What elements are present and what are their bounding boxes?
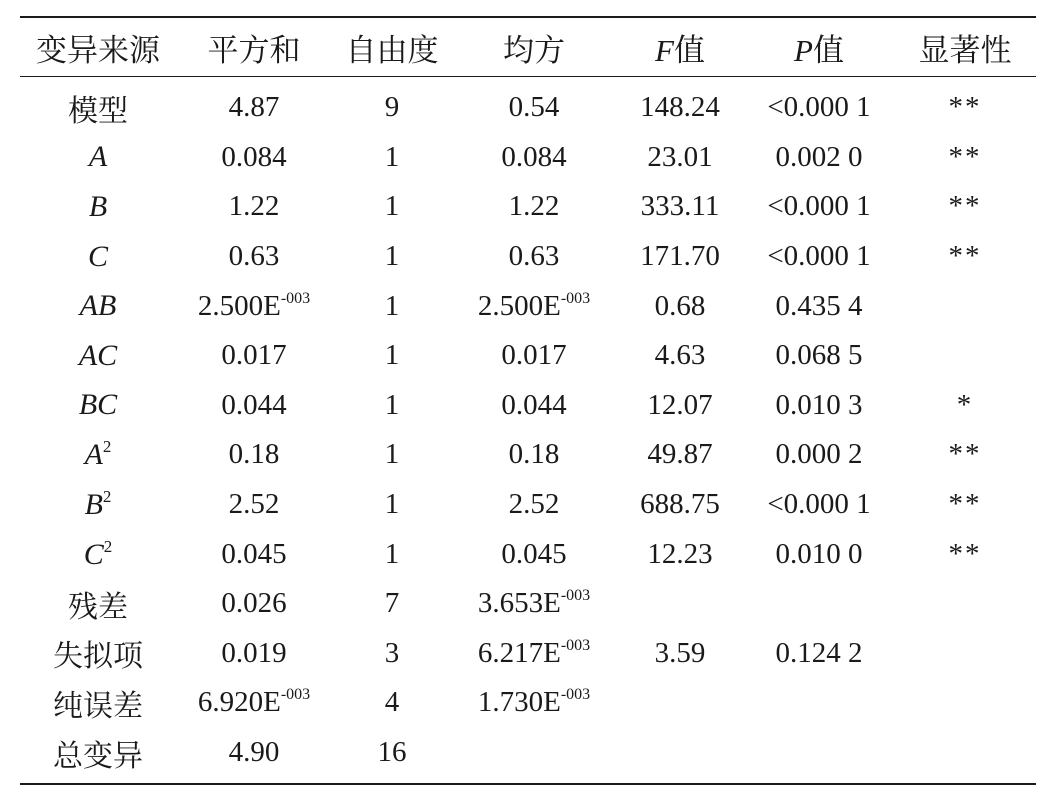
cell-sum-of-squares bbox=[176, 281, 332, 331]
header-df bbox=[332, 17, 452, 77]
cell-significance bbox=[894, 480, 1036, 530]
cell-mean-square bbox=[452, 480, 616, 530]
cell-mean-square-exponent: -003 bbox=[560, 587, 591, 605]
cell-significance bbox=[894, 579, 1036, 629]
cell-sum-of-squares bbox=[176, 629, 332, 679]
cell-mean-square-value: 2.500E bbox=[477, 289, 561, 322]
cell-df-value: 1 bbox=[384, 488, 400, 521]
header-mean-square bbox=[452, 17, 616, 77]
table-body bbox=[20, 77, 1036, 785]
cell-mean-square bbox=[452, 331, 616, 381]
source-label: 总变异 bbox=[53, 739, 143, 773]
cell-mean-square-exponent: -003 bbox=[560, 289, 591, 307]
cell-f-value bbox=[616, 430, 744, 480]
cell-f-value-value: 148.24 bbox=[640, 91, 720, 124]
cell-f-value bbox=[616, 133, 744, 183]
cell-sum-of-squares-value: 2.500E bbox=[197, 289, 281, 322]
cell-mean-square bbox=[452, 529, 616, 579]
table-row bbox=[20, 182, 1036, 232]
cell-mean-square-exponent: -003 bbox=[560, 636, 591, 654]
cell-df bbox=[332, 281, 452, 331]
cell-sum-of-squares bbox=[176, 480, 332, 530]
table-row bbox=[20, 77, 1036, 133]
cell-mean-square-value: 0.045 bbox=[501, 537, 567, 570]
cell-mean-square bbox=[452, 182, 616, 232]
cell-p-value bbox=[744, 331, 894, 381]
cell-df-value: 1 bbox=[384, 240, 400, 273]
cell-sum-of-squares-value: 4.87 bbox=[228, 91, 280, 124]
cell-df-value: 1 bbox=[384, 438, 400, 471]
cell-source bbox=[20, 281, 176, 331]
table-row bbox=[20, 133, 1036, 183]
cell-df-value: 1 bbox=[384, 140, 400, 173]
cell-f-value-value: 4.63 bbox=[654, 339, 706, 372]
cell-sum-of-squares-value: 0.18 bbox=[228, 438, 280, 471]
source-label: 纯误差 bbox=[53, 689, 143, 723]
cell-f-value-value: 171.70 bbox=[640, 240, 720, 273]
cell-p-value-value: 0.002 0 bbox=[775, 140, 863, 173]
table-row bbox=[20, 678, 1036, 728]
cell-p-value-value: 0.435 4 bbox=[775, 289, 863, 322]
table-row bbox=[20, 579, 1036, 629]
source-label: BC bbox=[78, 388, 118, 422]
cell-sum-of-squares-value: 0.084 bbox=[221, 140, 287, 173]
header-label: 值 bbox=[673, 32, 705, 68]
cell-f-value-value: 23.01 bbox=[647, 140, 713, 173]
cell-significance bbox=[894, 381, 1036, 431]
cell-significance-value: ** bbox=[948, 537, 982, 570]
cell-mean-square-value: 0.044 bbox=[501, 388, 567, 421]
cell-f-value bbox=[616, 182, 744, 232]
cell-p-value-value: 0.124 2 bbox=[775, 636, 863, 669]
cell-significance bbox=[894, 728, 1036, 785]
cell-df bbox=[332, 579, 452, 629]
table-row bbox=[20, 728, 1036, 785]
source-label: C bbox=[83, 537, 104, 571]
cell-significance bbox=[894, 629, 1036, 679]
table-row bbox=[20, 430, 1036, 480]
cell-significance bbox=[894, 281, 1036, 331]
header-variable: P bbox=[794, 32, 813, 68]
cell-p-value-value: <0.000 1 bbox=[767, 240, 871, 273]
source-label: A bbox=[84, 438, 103, 472]
cell-significance bbox=[894, 133, 1036, 183]
cell-sum-of-squares bbox=[176, 182, 332, 232]
cell-p-value bbox=[744, 728, 894, 785]
cell-f-value-value: 3.59 bbox=[654, 636, 706, 669]
cell-p-value bbox=[744, 629, 894, 679]
source-label: 残差 bbox=[68, 590, 128, 624]
cell-source bbox=[20, 331, 176, 381]
cell-mean-square bbox=[452, 430, 616, 480]
cell-df-value: 1 bbox=[384, 537, 400, 570]
cell-sum-of-squares-value: 0.044 bbox=[221, 388, 287, 421]
header-p-value bbox=[744, 17, 894, 77]
table-row bbox=[20, 232, 1036, 282]
cell-sum-of-squares bbox=[176, 678, 332, 728]
cell-p-value bbox=[744, 430, 894, 480]
cell-mean-square bbox=[452, 232, 616, 282]
cell-mean-square bbox=[452, 77, 616, 133]
cell-sum-of-squares bbox=[176, 331, 332, 381]
cell-p-value-value: <0.000 1 bbox=[767, 190, 871, 223]
table-header bbox=[20, 17, 1036, 77]
cell-sum-of-squares bbox=[176, 529, 332, 579]
cell-significance-value: ** bbox=[948, 91, 982, 124]
header-significance bbox=[894, 17, 1036, 77]
cell-mean-square-value: 0.017 bbox=[501, 339, 567, 372]
cell-source bbox=[20, 629, 176, 679]
cell-sum-of-squares bbox=[176, 579, 332, 629]
cell-df bbox=[332, 77, 452, 133]
cell-df bbox=[332, 381, 452, 431]
cell-sum-of-squares-value: 0.019 bbox=[221, 636, 287, 669]
table-row bbox=[20, 331, 1036, 381]
source-superscript: 2 bbox=[102, 437, 112, 457]
cell-df bbox=[332, 728, 452, 785]
header-label: 显著性 bbox=[918, 32, 1012, 68]
cell-significance bbox=[894, 529, 1036, 579]
cell-source bbox=[20, 133, 176, 183]
cell-df bbox=[332, 678, 452, 728]
cell-significance bbox=[894, 331, 1036, 381]
cell-mean-square-exponent: -003 bbox=[560, 686, 591, 704]
cell-sum-of-squares-value: 2.52 bbox=[228, 488, 280, 521]
header-label: 自由度 bbox=[345, 32, 439, 68]
source-label: B bbox=[88, 189, 108, 223]
source-label: AC bbox=[78, 338, 118, 372]
source-superscript: 2 bbox=[102, 487, 112, 507]
cell-p-value-value: 0.010 0 bbox=[775, 537, 863, 570]
cell-mean-square bbox=[452, 629, 616, 679]
cell-df bbox=[332, 430, 452, 480]
source-label: B bbox=[84, 488, 103, 522]
cell-df-value: 1 bbox=[384, 339, 400, 372]
cell-significance bbox=[894, 232, 1036, 282]
table-row bbox=[20, 629, 1036, 679]
source-label: 模型 bbox=[68, 94, 128, 128]
cell-f-value bbox=[616, 77, 744, 133]
cell-df bbox=[332, 480, 452, 530]
header-label: 均方 bbox=[503, 32, 565, 68]
cell-mean-square-value: 0.63 bbox=[508, 240, 560, 273]
cell-significance bbox=[894, 77, 1036, 133]
cell-sum-of-squares-value: 0.045 bbox=[221, 537, 287, 570]
cell-f-value bbox=[616, 579, 744, 629]
cell-mean-square-value: 6.217E bbox=[477, 636, 561, 669]
table-row bbox=[20, 381, 1036, 431]
header-row bbox=[20, 17, 1036, 77]
cell-sum-of-squares-value: 0.026 bbox=[221, 587, 287, 620]
cell-f-value bbox=[616, 728, 744, 785]
cell-df bbox=[332, 133, 452, 183]
cell-sum-of-squares-value: 4.90 bbox=[228, 736, 280, 769]
cell-f-value-value: 688.75 bbox=[640, 488, 720, 521]
cell-f-value bbox=[616, 529, 744, 579]
header-label: 变异来源 bbox=[36, 32, 160, 68]
cell-p-value bbox=[744, 579, 894, 629]
cell-p-value bbox=[744, 182, 894, 232]
cell-df-value: 1 bbox=[384, 190, 400, 223]
cell-p-value-value: <0.000 1 bbox=[767, 488, 871, 521]
cell-p-value bbox=[744, 77, 894, 133]
cell-df bbox=[332, 629, 452, 679]
cell-source bbox=[20, 480, 176, 530]
cell-f-value bbox=[616, 678, 744, 728]
cell-sum-of-squares-value: 6.920E bbox=[197, 686, 281, 719]
header-label: 值 bbox=[812, 32, 844, 68]
cell-f-value-value: 12.07 bbox=[647, 388, 713, 421]
cell-df-value: 16 bbox=[377, 736, 407, 769]
cell-mean-square bbox=[452, 281, 616, 331]
cell-sum-of-squares-value: 0.017 bbox=[221, 339, 287, 372]
table-row bbox=[20, 529, 1036, 579]
source-label: C bbox=[87, 239, 108, 273]
cell-f-value bbox=[616, 381, 744, 431]
anova-table bbox=[20, 16, 1036, 785]
cell-sum-of-squares bbox=[176, 430, 332, 480]
cell-mean-square-value: 0.54 bbox=[508, 91, 560, 124]
cell-p-value bbox=[744, 480, 894, 530]
cell-p-value-value: <0.000 1 bbox=[767, 91, 871, 124]
cell-significance-value: * bbox=[956, 388, 974, 421]
header-f-value bbox=[616, 17, 744, 77]
source-label: AB bbox=[79, 289, 117, 323]
cell-df-value: 4 bbox=[384, 686, 400, 719]
cell-mean-square-value: 1.730E bbox=[477, 686, 561, 719]
cell-sum-of-squares bbox=[176, 133, 332, 183]
cell-f-value bbox=[616, 480, 744, 530]
cell-source bbox=[20, 182, 176, 232]
cell-significance-value: ** bbox=[948, 140, 982, 173]
cell-source bbox=[20, 529, 176, 579]
cell-mean-square bbox=[452, 381, 616, 431]
source-superscript: 2 bbox=[103, 536, 113, 556]
table-row bbox=[20, 480, 1036, 530]
cell-f-value-value: 49.87 bbox=[647, 438, 713, 471]
cell-sum-of-squares-value: 0.63 bbox=[228, 240, 280, 273]
cell-sum-of-squares-exponent: -003 bbox=[280, 289, 311, 307]
cell-p-value bbox=[744, 529, 894, 579]
cell-mean-square-value: 0.084 bbox=[501, 140, 567, 173]
cell-sum-of-squares bbox=[176, 728, 332, 785]
cell-df-value: 3 bbox=[384, 636, 400, 669]
cell-significance-value: ** bbox=[948, 488, 982, 521]
cell-significance-value: ** bbox=[948, 240, 982, 273]
header-sum-of-squares bbox=[176, 17, 332, 77]
cell-mean-square bbox=[452, 678, 616, 728]
cell-df-value: 1 bbox=[384, 388, 400, 421]
cell-source bbox=[20, 232, 176, 282]
cell-df-value: 9 bbox=[384, 91, 400, 124]
cell-p-value-value: 0.068 5 bbox=[775, 339, 863, 372]
source-label: 失拟项 bbox=[53, 640, 143, 674]
cell-df-value: 1 bbox=[384, 289, 400, 322]
cell-source bbox=[20, 77, 176, 133]
cell-p-value-value: 0.000 2 bbox=[775, 438, 863, 471]
header-label: 平方和 bbox=[207, 32, 301, 68]
cell-source bbox=[20, 579, 176, 629]
cell-sum-of-squares-exponent: -003 bbox=[280, 686, 311, 704]
cell-significance bbox=[894, 182, 1036, 232]
cell-df bbox=[332, 232, 452, 282]
cell-mean-square-value: 3.653E bbox=[477, 587, 561, 620]
header-variable: F bbox=[655, 32, 674, 68]
cell-significance bbox=[894, 678, 1036, 728]
cell-sum-of-squares bbox=[176, 381, 332, 431]
table-row bbox=[20, 281, 1036, 331]
cell-f-value-value: 333.11 bbox=[640, 190, 720, 223]
cell-p-value bbox=[744, 133, 894, 183]
source-label: A bbox=[88, 140, 108, 174]
cell-mean-square-value: 1.22 bbox=[508, 190, 560, 223]
cell-significance bbox=[894, 430, 1036, 480]
cell-mean-square-value: 0.18 bbox=[508, 438, 560, 471]
cell-significance-value: ** bbox=[948, 438, 982, 471]
cell-df bbox=[332, 529, 452, 579]
cell-source bbox=[20, 430, 176, 480]
cell-mean-square-value: 2.52 bbox=[508, 488, 560, 521]
cell-mean-square bbox=[452, 728, 616, 785]
cell-source bbox=[20, 381, 176, 431]
cell-f-value-value: 0.68 bbox=[654, 289, 706, 322]
cell-f-value bbox=[616, 281, 744, 331]
cell-sum-of-squares bbox=[176, 77, 332, 133]
cell-source bbox=[20, 728, 176, 785]
cell-f-value bbox=[616, 331, 744, 381]
cell-sum-of-squares-value: 1.22 bbox=[228, 190, 280, 223]
cell-df bbox=[332, 331, 452, 381]
cell-f-value bbox=[616, 232, 744, 282]
cell-source bbox=[20, 678, 176, 728]
cell-sum-of-squares bbox=[176, 232, 332, 282]
header-source bbox=[20, 17, 176, 77]
cell-p-value bbox=[744, 381, 894, 431]
cell-df bbox=[332, 182, 452, 232]
cell-p-value bbox=[744, 678, 894, 728]
cell-p-value-value: 0.010 3 bbox=[775, 388, 863, 421]
cell-significance-value: ** bbox=[948, 190, 982, 223]
cell-mean-square bbox=[452, 579, 616, 629]
cell-f-value-value: 12.23 bbox=[647, 537, 713, 570]
cell-df-value: 7 bbox=[384, 587, 400, 620]
cell-f-value bbox=[616, 629, 744, 679]
cell-mean-square bbox=[452, 133, 616, 183]
cell-p-value bbox=[744, 232, 894, 282]
cell-p-value bbox=[744, 281, 894, 331]
